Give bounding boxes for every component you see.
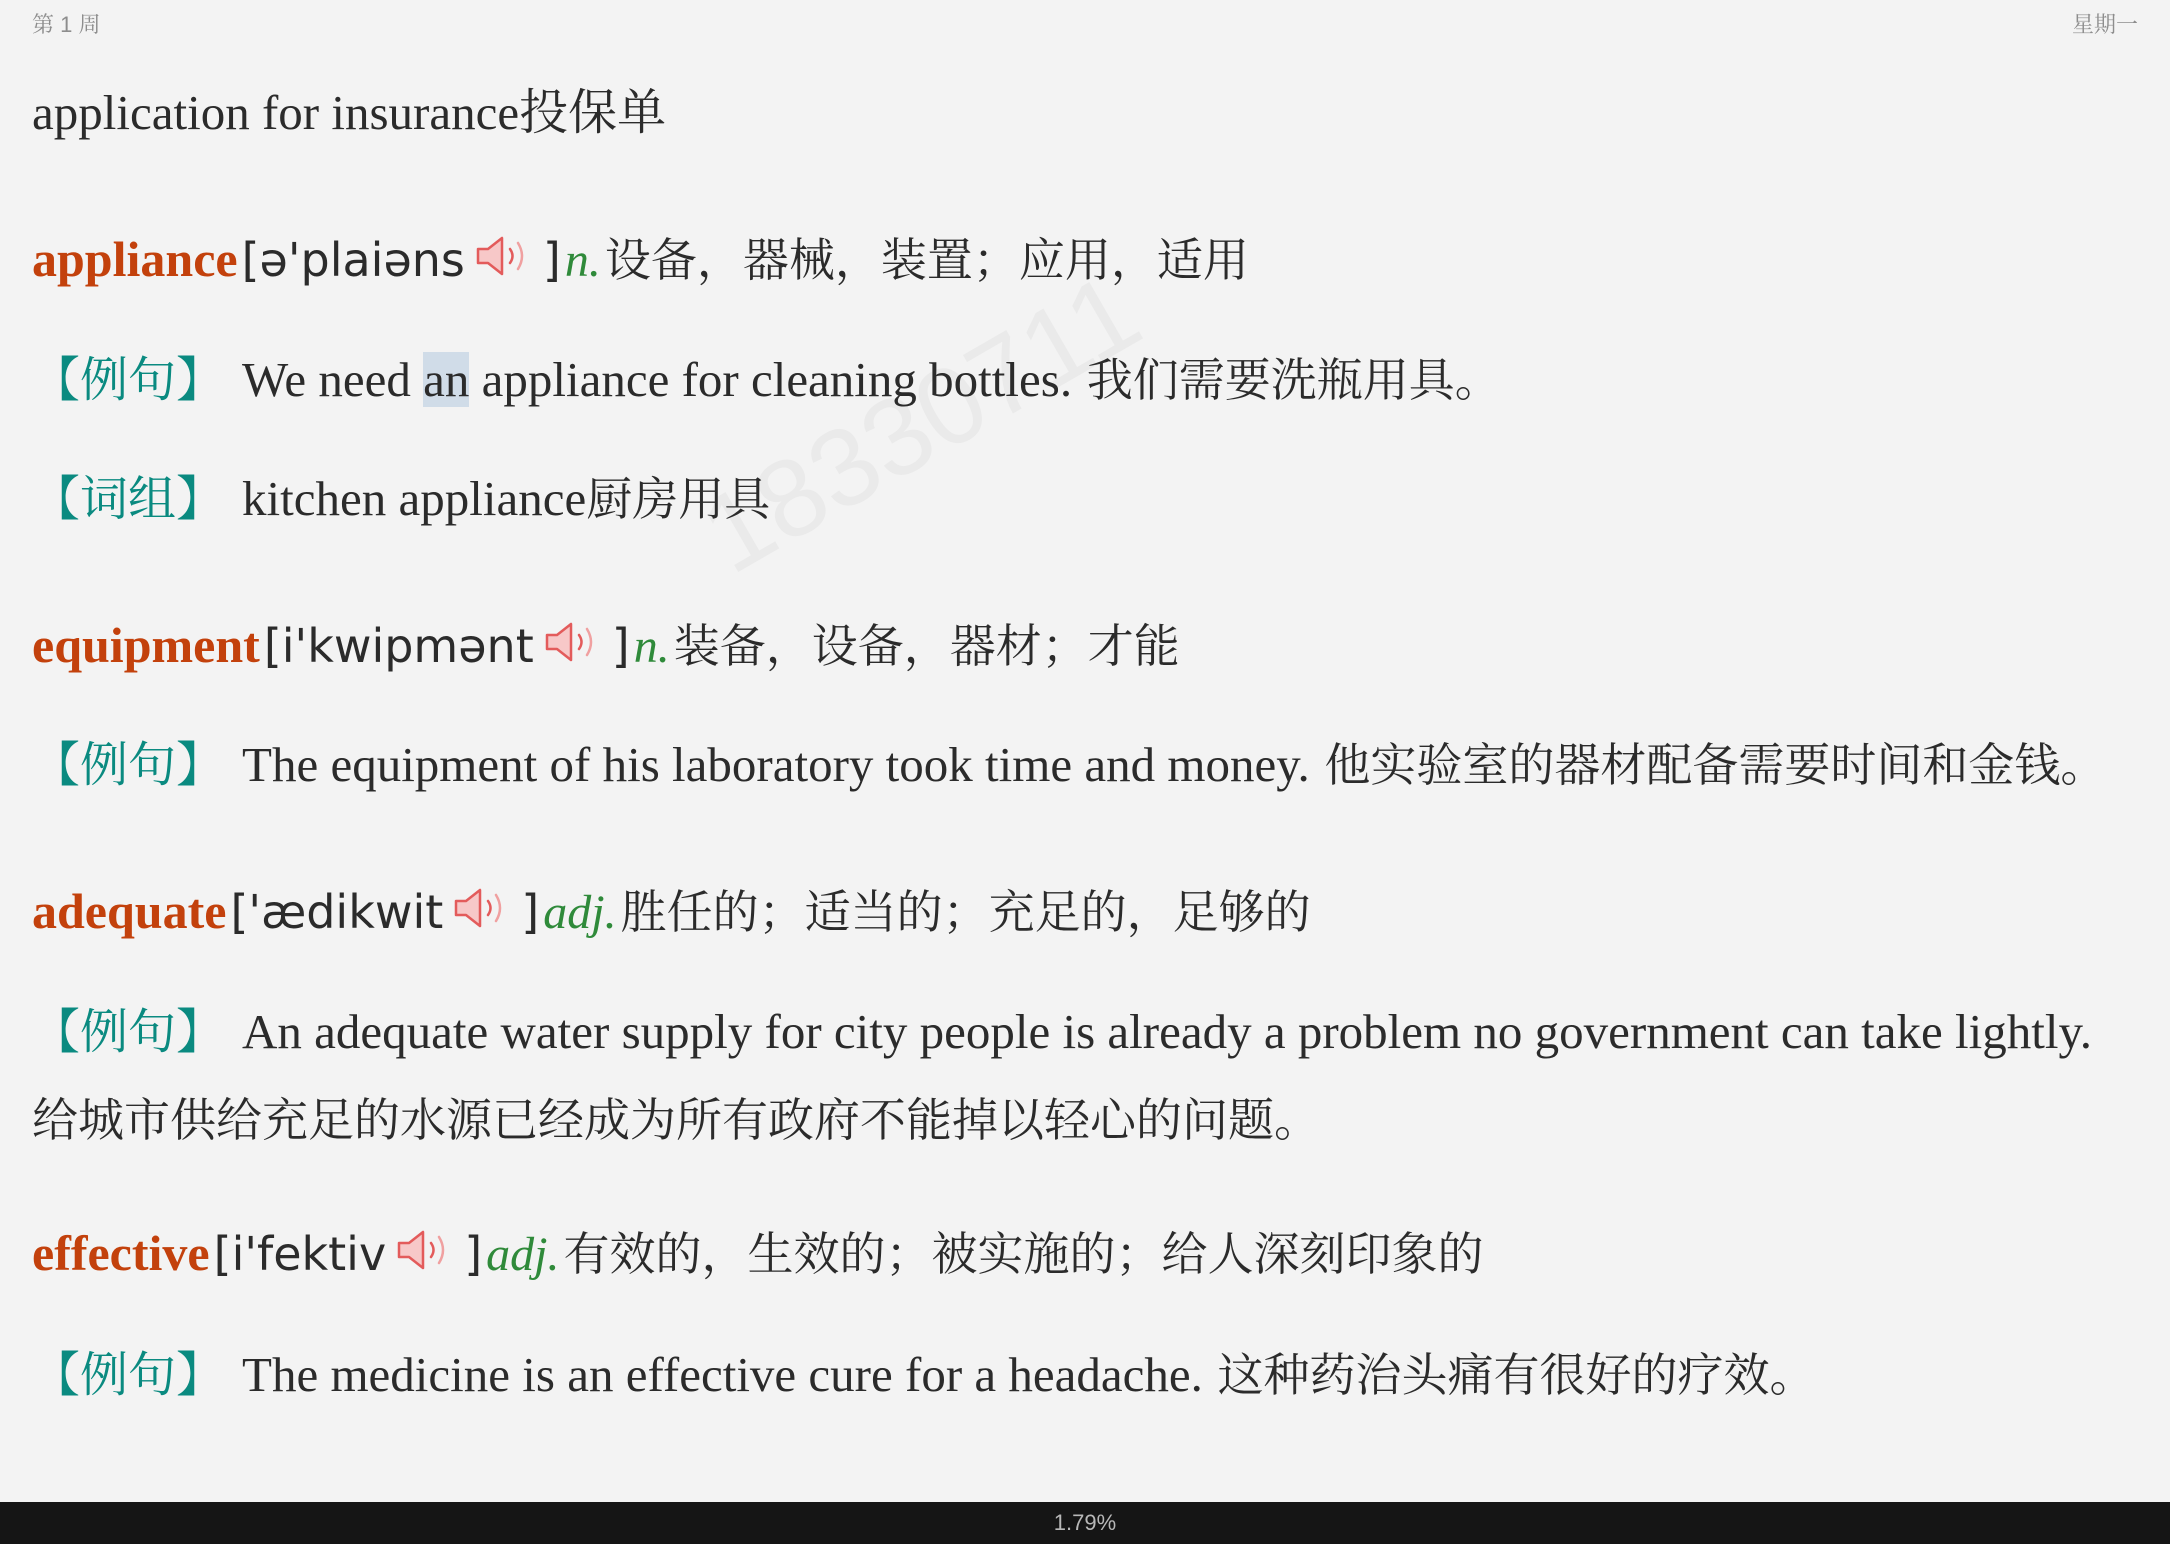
meaning: 设备，器械，装置；应用，适用: [604, 233, 1249, 287]
example-translation: 他实验室的器材配备需要时间和金钱。: [1309, 738, 2107, 792]
example-equipment: [32, 737, 2122, 793]
part-of-speech: n.: [564, 234, 601, 287]
part-of-speech: adj.: [543, 886, 617, 939]
meaning: 装备，设备，器材；才能: [673, 619, 1180, 673]
part-of-speech: n.: [633, 620, 670, 673]
phrase-translation: 厨房用具: [586, 472, 771, 526]
phonetic-close: ]: [611, 619, 630, 673]
part-of-speech: adj.: [486, 1228, 560, 1281]
phonetic-close: ]: [542, 233, 561, 287]
weekday-label: 星期一: [2071, 12, 2138, 37]
entry-adequate: [32, 884, 2122, 937]
week-label: 第 1 周: [32, 12, 101, 37]
entry-effective: [32, 1226, 2122, 1279]
entry-equipment: [32, 618, 2122, 671]
phonetic-open: [: [241, 233, 260, 287]
headword: equipment: [32, 617, 260, 673]
example-tag: 【例句】: [32, 1347, 225, 1403]
example-tag: 【例句】: [32, 1004, 225, 1060]
entry-appliance: [32, 232, 2122, 285]
phonetic-close: ]: [464, 1227, 483, 1281]
example-text: The equipment of his laboratory took time and money.: [242, 737, 1310, 792]
speaker-icon[interactable]: [453, 884, 515, 932]
speaker-icon[interactable]: [396, 1226, 458, 1274]
example-text: An adequate water supply for city people is already a problem no government can take lightly.: [242, 1004, 2093, 1059]
phrase-intro: application for insurance投保单: [32, 85, 667, 140]
example-tag: 【例句】: [32, 737, 225, 793]
phonetic: 'ædikwit: [248, 885, 444, 939]
headword: effective: [32, 1225, 210, 1281]
phrase-tag: 【词组】: [32, 471, 225, 527]
example-adequate: [32, 994, 2122, 1170]
headword: appliance: [32, 231, 238, 287]
example-effective: [32, 1347, 2122, 1403]
meaning: 胜任的；适当的；充足的，足够的: [620, 885, 1311, 939]
phonetic-close: ]: [521, 885, 540, 939]
example-text-pre: We need: [242, 352, 424, 407]
watermark-text: [680, 248, 1160, 599]
reading-progress-bar[interactable]: [0, 1502, 2170, 1544]
example-text-post: appliance for cleaning bottles.: [469, 352, 1073, 407]
phonetic: i'fektiv: [231, 1227, 387, 1281]
phonetic-open: [: [230, 885, 249, 939]
headword: adequate: [32, 883, 227, 939]
progress-percent: 1.79%: [1053, 1510, 1117, 1535]
phrase-text: kitchen appliance: [242, 471, 587, 526]
example-text: The medicine is an effective cure for a headache.: [242, 1347, 1203, 1402]
phonetic: ə'plaiəns: [259, 233, 465, 287]
speaker-icon[interactable]: [544, 618, 606, 666]
phrase-appliance: [32, 471, 2122, 527]
example-tag: 【例句】: [32, 352, 225, 408]
example-translation: 给城市供给充足的水源已经成为所有政府不能掉以轻心的问题。: [32, 1093, 1320, 1147]
phonetic-open: [: [263, 619, 282, 673]
example-translation: 这种药治头痛有很好的疗效。: [1202, 1348, 1816, 1402]
example-translation: 我们需要洗瓶用具。: [1072, 353, 1501, 407]
phonetic-open: [: [213, 1227, 232, 1281]
selected-text[interactable]: an: [423, 352, 470, 407]
phonetic: i'kwipmənt: [281, 619, 534, 673]
example-appliance: [32, 352, 2122, 408]
speaker-icon[interactable]: [475, 232, 537, 280]
meaning: 有效的，生效的；被实施的；给人深刻印象的: [563, 1227, 1484, 1281]
